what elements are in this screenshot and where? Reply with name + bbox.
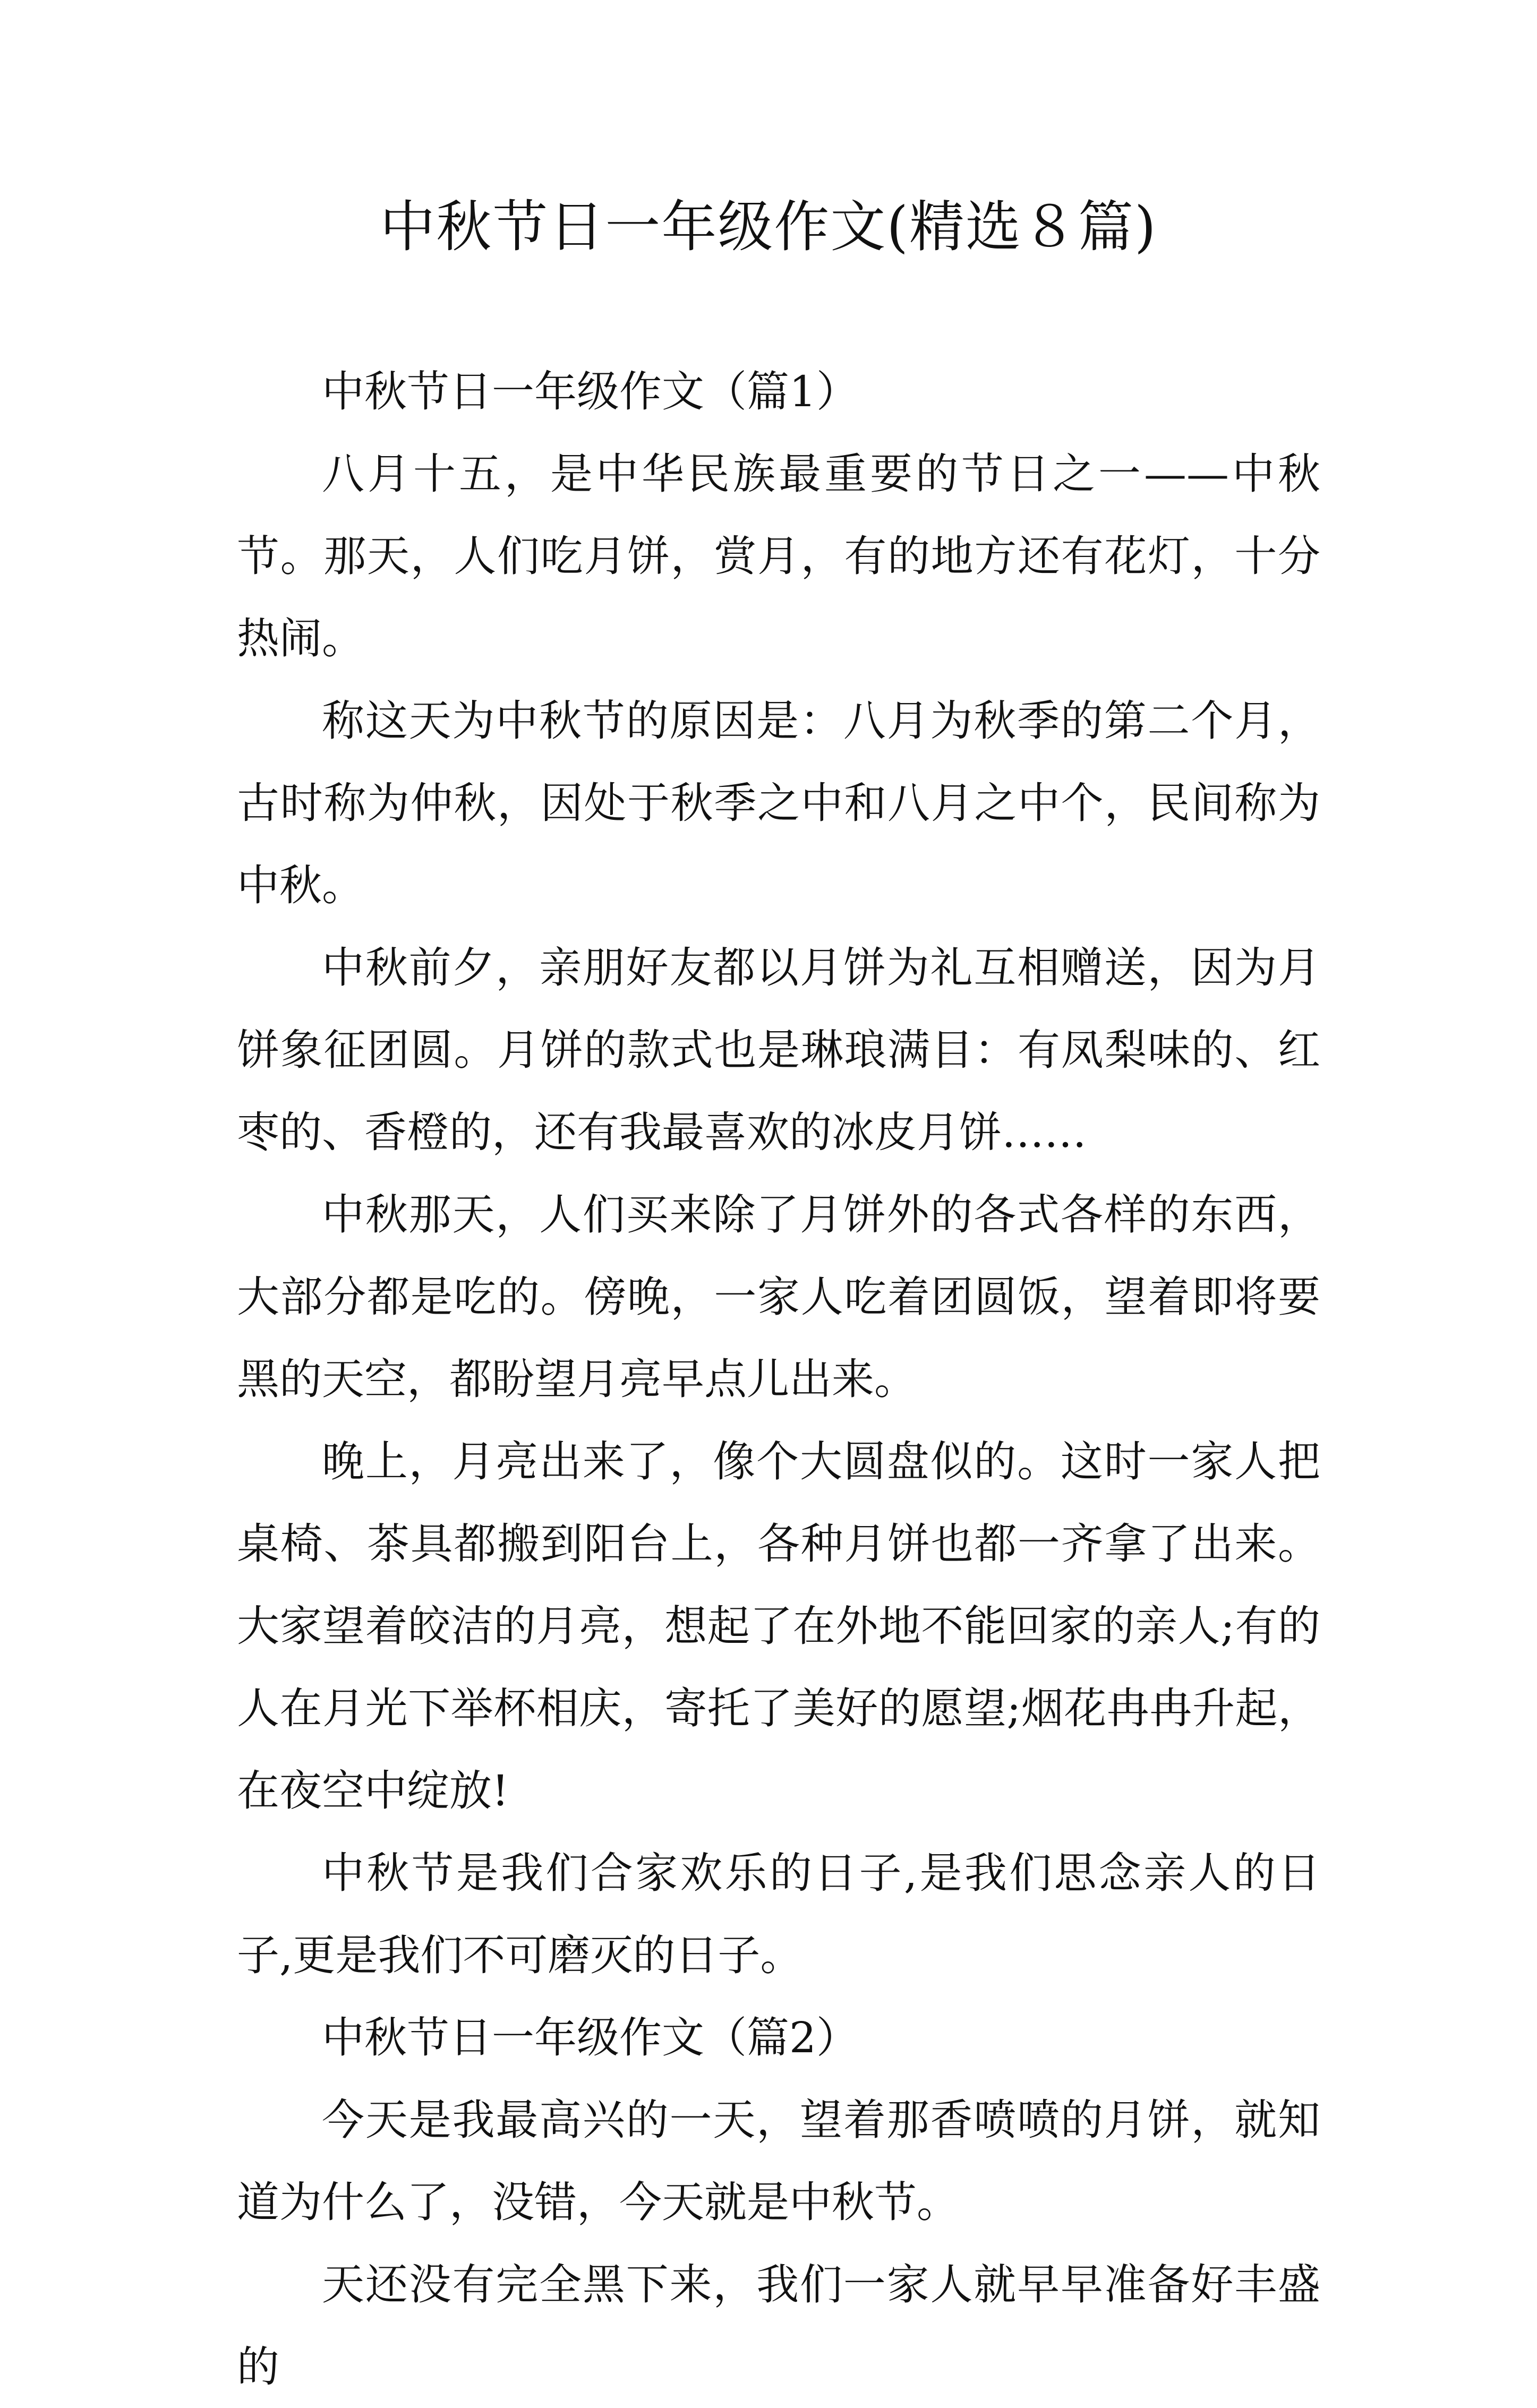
paragraph: 中秋节是我们合家欢乐的日子,是我们思念亲人的日子,更是我们不可磨灭的日子。 — [237, 1848, 1320, 1980]
document-body — [237, 350, 1320, 2408]
paragraph: 中秋那天，人们买来除了月饼外的各式各样的东西，大部分都是吃的。傍晚，一家人吃着团圆饭，望着即将要黑的天空，都盼望月亮早点儿出来。 — [237, 1190, 1320, 1404]
paragraph: 八月十五，是中华民族最重要的节日之一——中秋节。那天，人们吃月饼，赏月，有的地方还有花灯，十分热闹。 — [237, 449, 1320, 663]
paragraph: 天还没有完全黑下来，我们一家人就早早准备好丰盛的 — [237, 2260, 1320, 2392]
paragraph: 晚上，月亮出来了，像个大圆盘似的。这时一家人把桌椅、茶具都搬到阳台上，各种月饼也都一齐拿了出来。大家望着皎洁的月亮，想起了在外地不能回家的亲人;有的人在月光下举杯相庆，寄托了美好的愿望;烟花冉冉升起，在夜空中绽放! — [237, 1437, 1320, 1815]
section-heading-1: 中秋节日一年级作文（篇1） — [322, 367, 859, 416]
paragraph: 称这天为中秋节的原因是：八月为秋季的第二个月，古时称为仲秋，因处于秋季之中和八月之中个，民间称为中秋。 — [237, 696, 1320, 910]
paragraph: 中秋前夕，亲朋好友都以月饼为礼互相赠送，因为月饼象征团圆。月饼的款式也是琳琅满目：有凤梨味的、红枣的、香橙的，还有我最喜欢的冰皮月饼…… — [237, 943, 1320, 1157]
document-title: 中秋节日一年级作文(精选８篇) — [380, 194, 1157, 259]
paragraph: 今天是我最高兴的一天，望着那香喷喷的月饼，就知道为什么了，没错，今天就是中秋节。 — [237, 2095, 1320, 2227]
section-heading-2: 中秋节日一年级作文（篇2） — [322, 2013, 859, 2062]
